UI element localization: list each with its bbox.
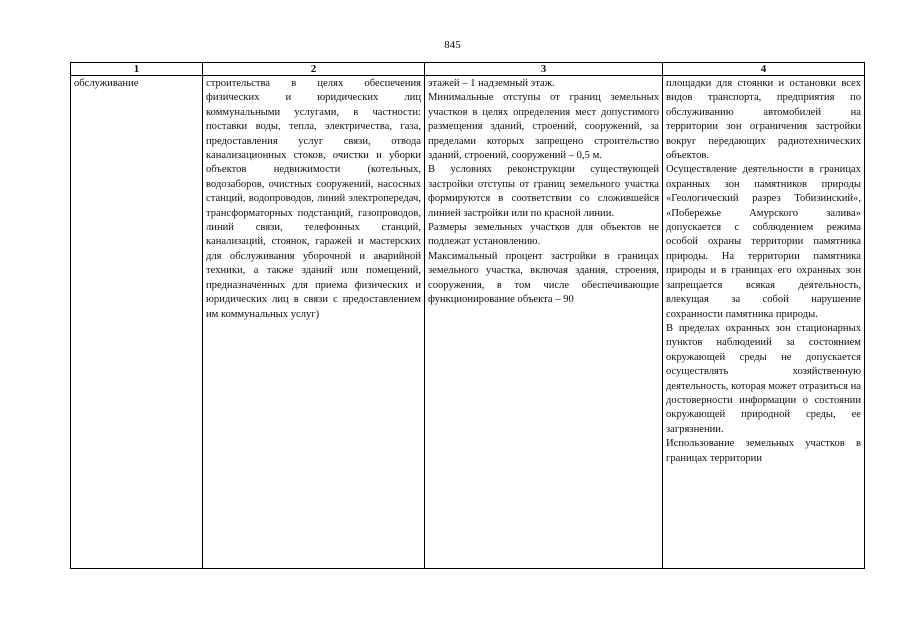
restrictions-paragraph: В пределах охранных зон стационарных пунктов наблюдений за состоянием окружающей среды не допускается осуществлять хозяйственную деятельность, которая может отразиться на достоверности информации о состоянии окружающей природной среды, ее загрязнении. [666,322,861,435]
cell-parameters [425,76,663,569]
parameters-paragraph: этажей – 1 надземный этаж. [428,78,555,89]
table-header-row [71,63,865,76]
regulations-table [70,62,865,569]
cell-restrictions [663,76,865,569]
parameters-paragraph: Максимальный процент застройки в границах земельного участка, включая здания, строения, сооружения, в том числе обеспечивающие функционирование объекта – 90 [428,250,659,306]
parameters-paragraph: В условиях реконструкции существующей застройки отступы от границ земельного участка формируются в соответствии со сложившейся линией застройки или по красной линии. [428,164,659,219]
restrictions-paragraph: Использование земельных участков в границах территории [666,438,861,464]
column-header-3: 3 [425,63,663,76]
column-header-4: 4 [663,63,865,76]
table-row [71,76,865,569]
page-number: 845 [444,39,461,51]
use-description-text: строительства в целях обеспечения физических и юридических лиц коммунальными услугами, в частности: поставки воды, тепла, электричества, газа, предоставления услуг связи, отвода канализационных стоков, очистки и уборки объектов недвижимости (котельных, водозаборов, очистных сооружений, насосных станций, водопроводов, линий электропередач, трансформаторных подстанций, газопроводов, линий связи, телефонных станций, канализаций, стоянок, гаражей и мастерских для обслуживания уборочной и аварийной техники, а также зданий или помещений, предназначенных для приема физических и юридических лиц в связи с предоставлением им коммунальных услуг) [206,78,421,320]
cell-use-type [71,76,203,569]
column-header-2: 2 [203,63,425,76]
column-header-1: 1 [71,63,203,76]
use-type-text: обслуживание [74,78,139,89]
parameters-paragraph: Минимальные отступы от границ земельных участков в целях определения мест допустимого размещения зданий, строений, сооружений, за пределами которых запрещено строительство зданий, строений, сооружений – 0,5 м. [428,92,659,162]
restrictions-paragraph: площадки для стоянки и остановки всех видов транспорта, предприятия по обслуживанию автомобилей на территории зон ограничения застройки вокруг передающих радиотехнических объектов. [666,78,861,162]
parameters-paragraph: Размеры земельных участков для объектов не подлежат установлению. [428,222,659,248]
cell-use-description [203,76,425,569]
restrictions-paragraph: Осуществление деятельности в границах охранных зон памятников природы «Геологический разрез Тобизинский», «Побережье Амурского залива» допускается с соблюдением режима особой охраны территории памятника природы. На территории памятника природы и в границах его охранных зон запрещается всякая деятельность, влекущая за собой нарушение сохранности памятника природы. [666,164,861,320]
